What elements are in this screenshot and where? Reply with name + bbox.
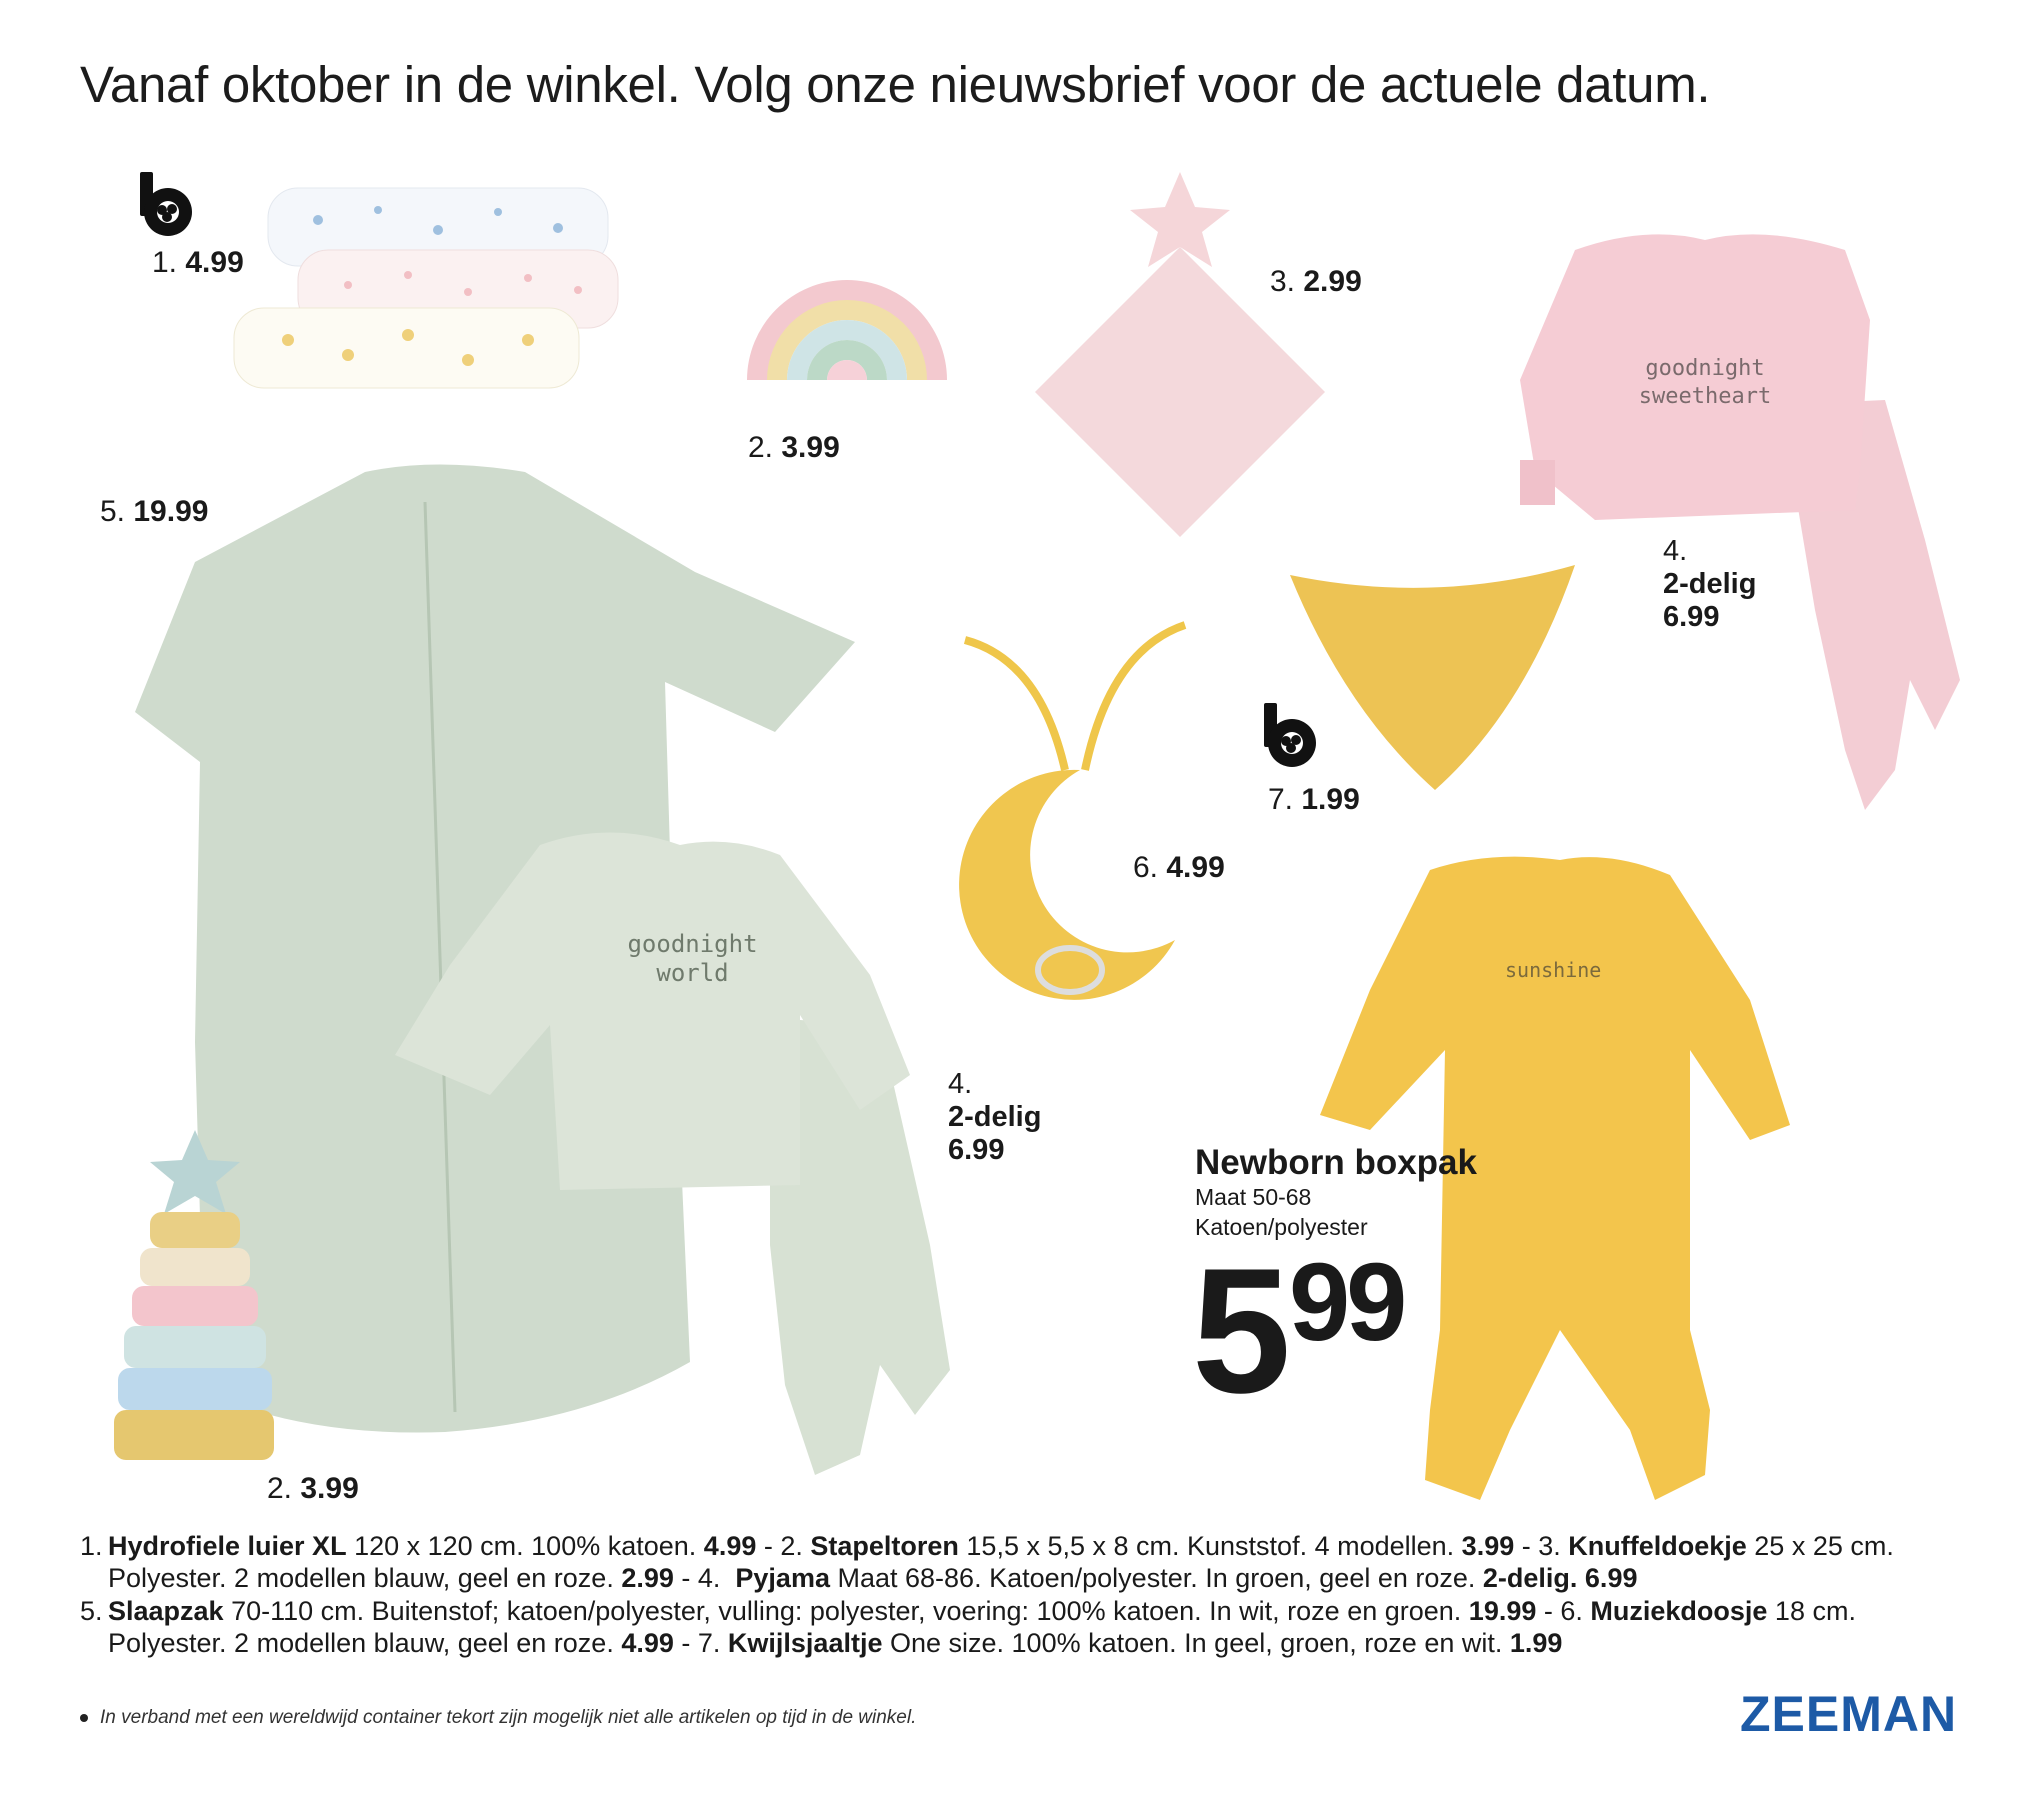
description-line (80, 1530, 1950, 1562)
price-value: 1.99 (1301, 783, 1360, 816)
product-name: Muziekdoosje (1590, 1595, 1768, 1626)
print-text-line: goodnight (627, 930, 758, 958)
product-descriptions (80, 1530, 1950, 1660)
bib-image (1285, 560, 1585, 795)
zeeman-logo: ZEEMAN (1740, 1686, 1958, 1742)
description-price: 1.99 (1509, 1628, 1563, 1659)
big-price-cents: 99 (1289, 1241, 1404, 1364)
price-number: 1. (152, 246, 178, 279)
description-number: 1. (80, 1531, 103, 1561)
price-label (267, 1473, 359, 1505)
price-number: 3. (1270, 265, 1296, 298)
price-number: 2. (748, 431, 774, 464)
stacking-rainbow-image (742, 260, 952, 400)
price-number: 4. (1663, 535, 1688, 567)
product-name: Slaapzak (108, 1595, 224, 1626)
product-name: Stapeltoren (810, 1531, 959, 1561)
description-text: - 2. (756, 1531, 811, 1561)
description-text: - 7. (673, 1628, 728, 1659)
moon-music-box-image (960, 620, 1200, 1010)
price-value: 2.99 (1303, 265, 1362, 298)
description-line (80, 1595, 1950, 1627)
product-name: Pyjama (735, 1563, 830, 1594)
price-delig: 2-delig (948, 1100, 1042, 1133)
description-text: Polyester. 2 modellen blauw, geel en roze. (108, 1628, 622, 1659)
price-value: 4.99 (185, 246, 244, 279)
offer-size: Maat 50-68 (1195, 1184, 1312, 1210)
price-label (948, 1068, 1041, 1166)
description-text: 25 x 25 cm. (1746, 1531, 1894, 1561)
bullet-icon (80, 1714, 88, 1722)
offer-material: Katoen/polyester (1195, 1213, 1368, 1240)
price-delig: 2-delig (1663, 567, 1757, 600)
price-value: 6.99 (1663, 600, 1720, 633)
product-name: Knuffeldoekje (1568, 1531, 1747, 1561)
description-text: One size. 100% katoen. In geel, groen, roze en wit. (882, 1628, 1510, 1659)
price-label (1268, 784, 1360, 816)
price-label (100, 496, 208, 528)
description-number: 5. (80, 1595, 103, 1626)
price-value: 3.99 (300, 1472, 359, 1505)
footnote-text: In verband met een wereldwijd container tekort zijn mogelijk niet alle artikelen op tijd in de winkel. (100, 1707, 917, 1728)
big-price-main: 5 (1192, 1231, 1285, 1430)
newborn-offer (1195, 1143, 1477, 1243)
description-price: 19.99 (1468, 1595, 1537, 1626)
price-label (748, 432, 840, 464)
offer-title: Newborn boxpak (1195, 1143, 1477, 1182)
muslin-cloths-image (228, 180, 628, 405)
description-text: Polyester. 2 modellen blauw, geel en roze. (108, 1563, 622, 1594)
green-pyjama-image (390, 825, 973, 1475)
description-text: 120 x 120 cm. 100% katoen. (346, 1531, 704, 1561)
print-text-line: world (656, 958, 729, 987)
price-number: 7. (1268, 783, 1294, 816)
description-text: 15,5 x 5,5 x 8 cm. Kunststof. 4 modellen. (958, 1531, 1462, 1561)
price-value: 19.99 (133, 495, 209, 528)
description-text: - 6. (1536, 1595, 1591, 1626)
price-number: 2. (267, 1472, 293, 1505)
description-text: 18 cm. (1767, 1595, 1856, 1626)
price-value: 6.99 (948, 1133, 1005, 1166)
price-value: 3.99 (781, 431, 840, 464)
product-name: Kwijlsjaaltje (727, 1628, 883, 1659)
description-text: 70-110 cm. Buitenstof; katoen/polyester, vulling: polyester, voering: 100% katoen. In wit, roze en groen. (223, 1595, 1469, 1626)
description-text: - 3. (1514, 1531, 1569, 1561)
product-name: Hydrofiele luier XL (108, 1531, 347, 1561)
price-label (152, 247, 244, 279)
description-line (80, 1562, 1950, 1594)
print-text-line: goodnight (1645, 356, 1765, 381)
cotton-b-logo-icon (138, 172, 196, 236)
headline: Vanaf oktober in de winkel. Volg onze nieuwsbrief voor de actuele datum. (80, 56, 1711, 113)
description-price: 4.99 (621, 1628, 674, 1659)
description-price: 2-delig. 6.99 (1482, 1563, 1638, 1594)
footnote (80, 1707, 916, 1729)
price-value: 4.99 (1166, 851, 1225, 884)
description-text: Maat 68-86. Katoen/polyester. In groen, geel en roze. (829, 1563, 1483, 1594)
stacking-tower-image (110, 1130, 280, 1465)
price-label (1133, 852, 1225, 884)
description-price: 4.99 (703, 1531, 757, 1561)
big-price (1192, 1231, 1404, 1430)
print-text-line: sweetheart (1638, 383, 1772, 409)
description-price: 3.99 (1461, 1531, 1515, 1561)
price-number: 5. (100, 495, 126, 528)
price-number: 6. (1133, 851, 1159, 884)
description-text: - 4. (673, 1563, 736, 1594)
description-line (80, 1627, 1950, 1659)
description-price: 2.99 (621, 1563, 674, 1594)
print-text-line: sunshine (1505, 958, 1602, 982)
comforter-cloth-image (1030, 172, 1330, 542)
price-label (1270, 266, 1362, 298)
price-label (1663, 535, 1756, 633)
price-number: 4. (948, 1068, 973, 1100)
